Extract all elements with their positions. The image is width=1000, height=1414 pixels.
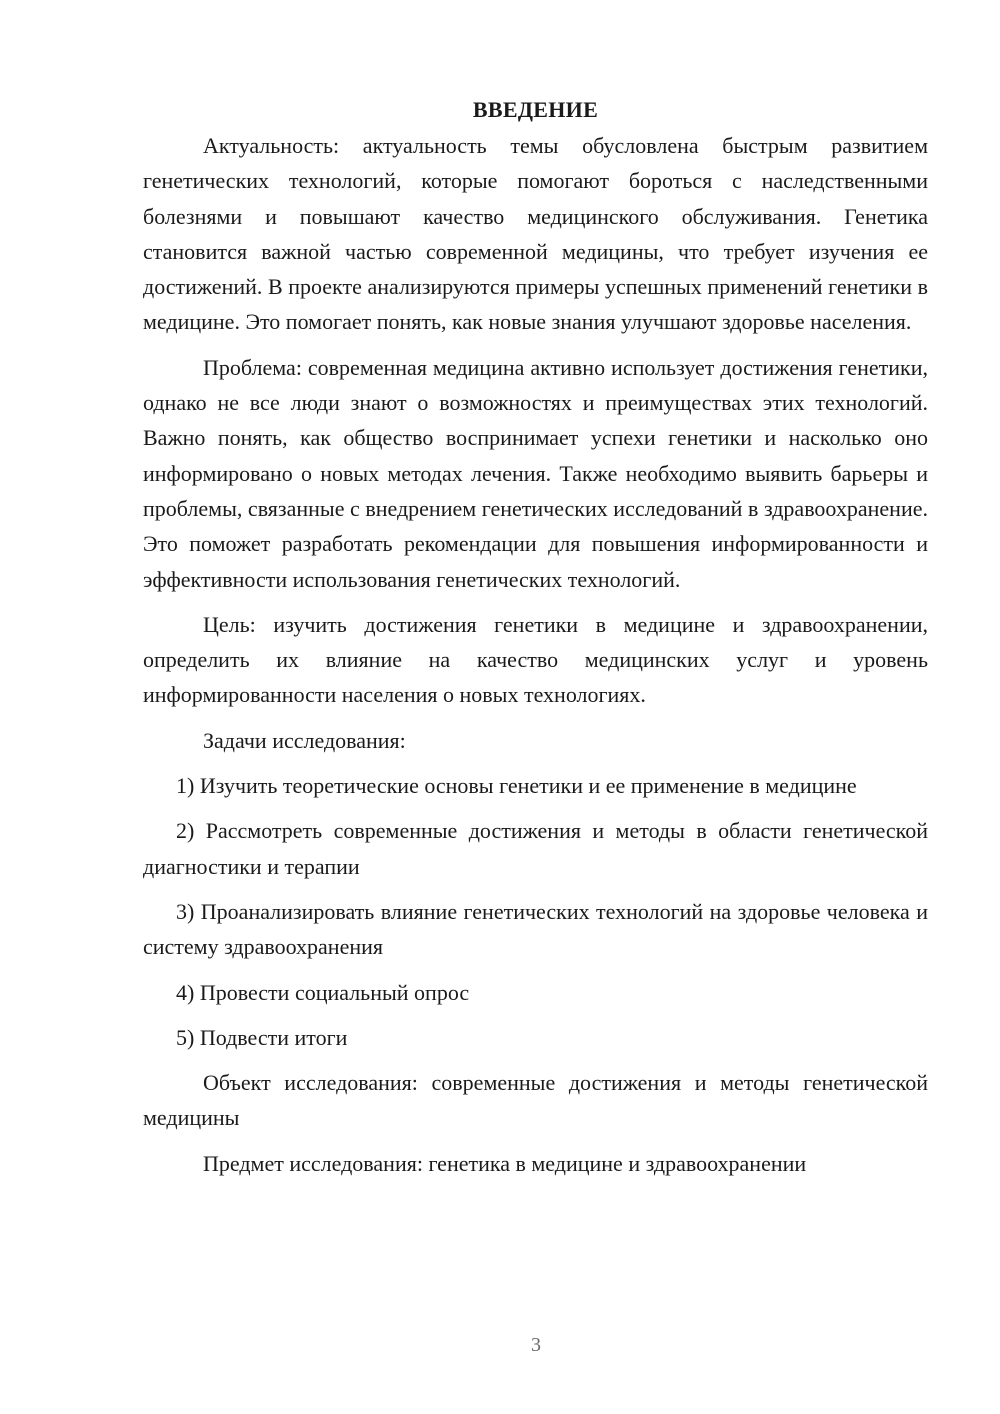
research-subject-paragraph: Предмет исследования: генетика в медицине и здравоохранении (203, 1150, 807, 1176)
task-item-4: 4) Провести социальный опрос (176, 979, 470, 1005)
tasks-heading: Задачи исследования: (203, 727, 406, 753)
section-title: ВВЕДЕНИЕ (472, 97, 599, 122)
goal-paragraph: Цель: изучить достижения генетики в медицине и здравоохранении, определить их влияние на качество медицинских услуг и уровень информированности населения о новых технологиях. (143, 611, 928, 708)
relevance-paragraph: Актуальность: актуальность темы обусловлена быстрым развитием генетических технологий, которые помогают бороться с наследственными болезнями и повышают качество медицинского обслуживания. Генетика становится важной частью современной медицины, что требует изучения ее достижений. В проекте анализируются примеры успешных применений генетики в медицине. Это помогает понять, как новые знания улучшают здоровье населения. (143, 133, 928, 335)
task-item-2: 2) Рассмотреть современные достижения и методы в области генетической диагностики и терапии (143, 818, 928, 879)
page-number: 3 (531, 1334, 541, 1356)
task-item-5: 5) Подвести итоги (176, 1024, 348, 1050)
research-object-paragraph: Объект исследования: современные достижения и методы генетической медицины (143, 1070, 928, 1131)
document-page (143, 92, 928, 1191)
problem-paragraph: Проблема: современная медицина активно использует достижения генетики, однако не все люди знают о возможностях и преимуществах этих технологий. Важно понять, как общество воспринимает успехи генетики и насколько оно информировано о новых методах лечения. Также необходимо выявить барьеры и проблемы, связанные с внедрением генетических исследований в здравоохранение. Это поможет разработать рекомендации для повышения информированности и эффективности использования генетических технологий. (143, 354, 928, 592)
task-item-3: 3) Проанализировать влияние генетических технологий на здоровье человека и систему здравоохранения (143, 898, 928, 960)
task-item-1: 1) Изучить теоретические основы генетики и ее применение в медицине (176, 773, 857, 799)
